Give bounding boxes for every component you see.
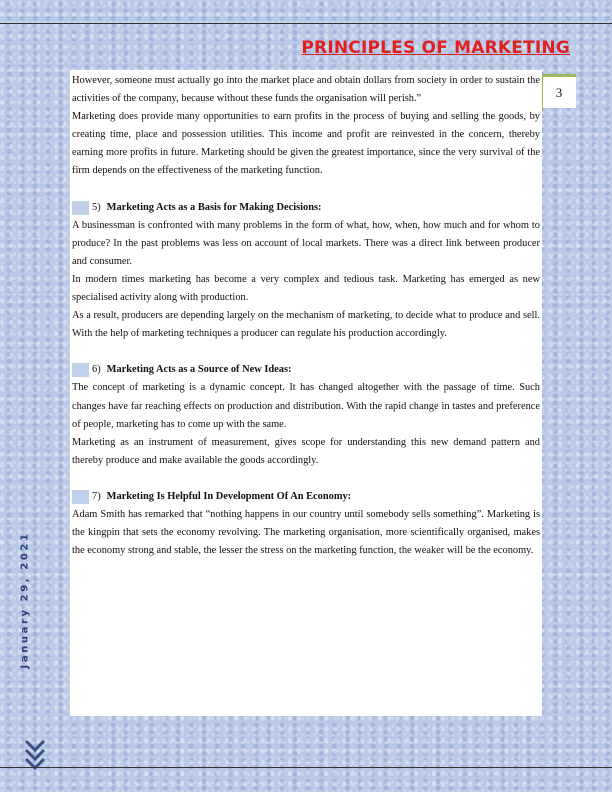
intro-paragraph: However, someone must actually go into the market place and obtain dollars from society in order to sustain the activities of the company, because without these funds the organisation will perish.” (72, 75, 540, 105)
section-paragraph: A businessman is confronted with many problems in the form of what, how, when, how much and for whom to produce? In the past problems was less on account of local markets. There was a direct link between producer and consumer. (72, 219, 540, 267)
section-number: 5) (92, 201, 101, 213)
section-title: Marketing Acts as a Source of New Ideas: (106, 364, 292, 376)
heading-marker (72, 490, 89, 504)
section-paragraph: Marketing as an instrument of measurement, gives scope for understanding this new demand pattern and thereby produce and make available the goods accordingly. (72, 436, 540, 466)
page-number-text: 3 (555, 84, 563, 100)
section-heading (72, 488, 540, 506)
heading-marker (72, 363, 89, 377)
section-number: 6) (92, 364, 101, 376)
section-heading (72, 361, 540, 379)
section-heading (72, 199, 540, 217)
section-number: 7) (92, 490, 101, 502)
heading-marker (72, 201, 89, 215)
section-paragraph: The concept of marketing is a dynamic concept. It has changed altogether with the passage of time. Such changes have far reaching effects on production and distribution. With the rapid change in tastes and preference of people, marketing has to come up with the same. (72, 382, 540, 430)
chevron-down-icon (23, 738, 47, 777)
header-rule (0, 23, 612, 24)
page-number (542, 74, 576, 108)
page-header-title: PRINCIPLES OF MARKETING (301, 38, 570, 58)
section-paragraph: In modern times marketing has become a very complex and tedious task. Marketing has emerged as new specialised activity along with production. (72, 273, 540, 304)
section-title: Marketing Acts as a Basis for Making Decisions: (106, 201, 322, 213)
footer-rule (0, 767, 612, 768)
section-title: Marketing Is Helpful In Development Of An Economy: (106, 490, 352, 502)
intro-paragraph: Marketing does provide many opportunities to earn profits in the process of buying and selling the goods, by creating time, place and possession utilities. This income and profit are reinvested in the concern, thereby earning more profits in future. Marketing should be given the greatest importance, since the very survival of the firm depends on the effectiveness of the marketing function. (72, 111, 540, 177)
section-paragraph: Adam Smith has remarked that “nothing happens in our country until somebody sells something”. Marketing is the kingpin that sets the economy revolving. The marketing organisation, more scientifically organised, makes the economy strong and stable, the lesser the stress on the marketing function, the weaker will be the economy. (72, 508, 540, 557)
page-content (70, 70, 542, 716)
section-paragraph: As a result, producers are depending largely on the mechanism of marketing, to decide what to produce and sell. With the help of marketing techniques a producer can regulate his production accordingly. (72, 310, 540, 340)
side-date-text: January 29, 2021 (19, 531, 31, 669)
